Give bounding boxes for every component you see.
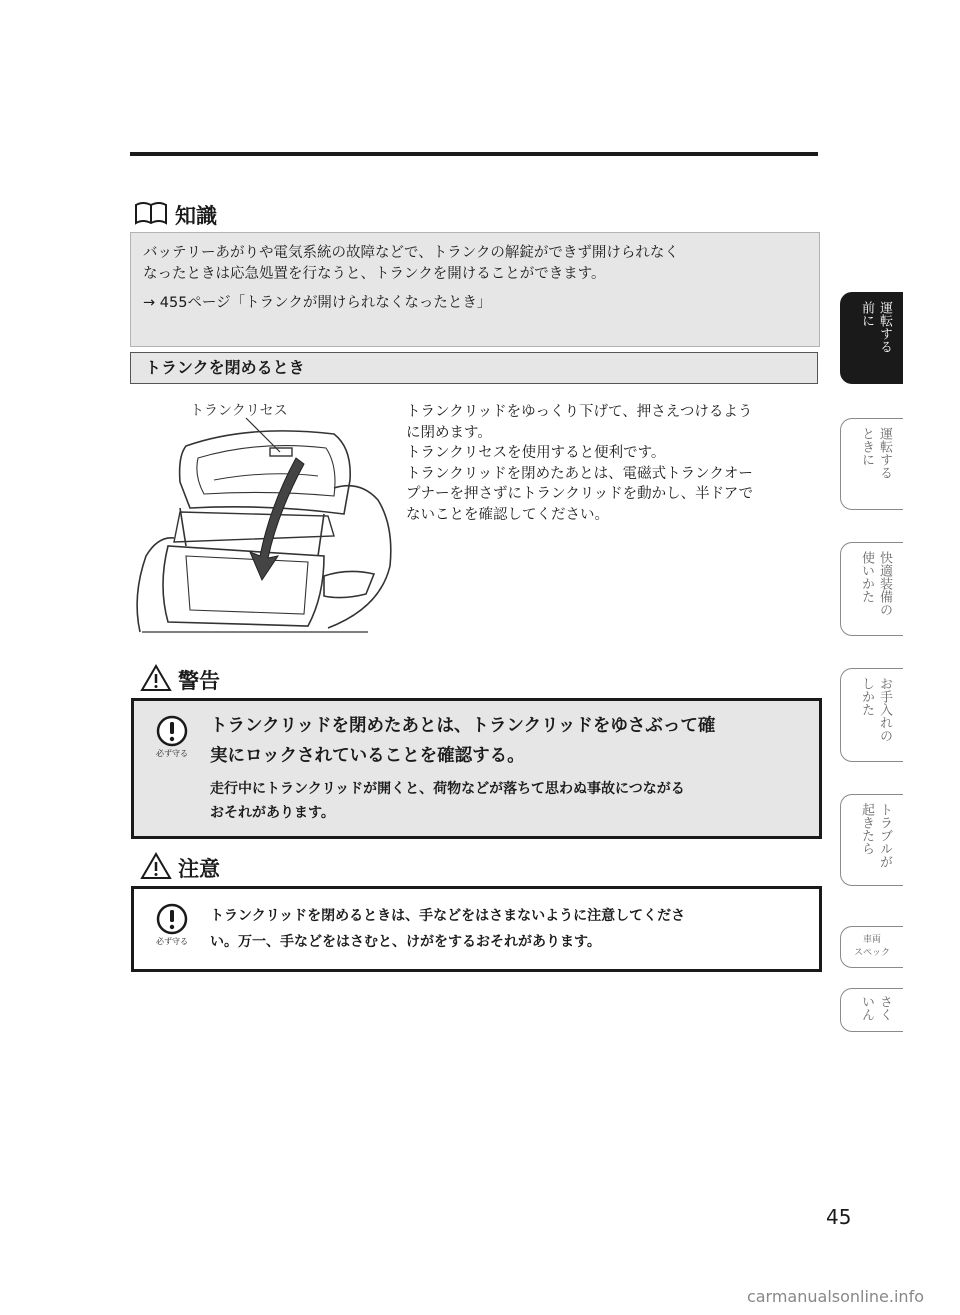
- body-line: トランクリセスを使用すると便利です。: [406, 445, 666, 461]
- must-follow-caption: 必ず守る: [156, 937, 188, 946]
- caution-triangle-icon: [140, 852, 172, 884]
- tab-troubleshooting[interactable]: [840, 794, 903, 886]
- caution-line: い。万一、手などをはさむと、けがをするおそれがあります。: [210, 934, 601, 950]
- tab-label: 運転する: [877, 301, 892, 353]
- warning-detail-line: 走行中にトランクリッドが開くと、荷物などが落ちて思わぬ事故につながる: [210, 781, 685, 797]
- tab-label: 前に: [859, 301, 874, 327]
- warning-detail-line: おそれがあります。: [210, 805, 335, 821]
- body-line: ないことを確認してください。: [406, 506, 609, 523]
- tab-comfort-equipment[interactable]: [840, 542, 903, 636]
- tab-label: 運転する: [877, 427, 892, 479]
- warning-detail-text: [210, 777, 810, 825]
- book-icon: [133, 200, 169, 230]
- footer-watermark: [0, 1287, 960, 1306]
- exclamation-circle-icon: [156, 715, 188, 747]
- knowledge-text-line: なったときは応急処置を行なうと、トランクを開けることができます。: [143, 266, 606, 282]
- top-rule: [130, 152, 818, 156]
- knowledge-text-line: バッテリーあがりや電気系統の故障などで、トランクの解錠ができず開けられなく: [143, 245, 679, 261]
- exclamation-circle-icon: [156, 903, 188, 935]
- warning-main-text: [210, 711, 810, 771]
- body-line: に閉めます。: [406, 424, 492, 441]
- warning-box: [131, 698, 822, 839]
- tab-vehicle-specs[interactable]: [840, 926, 903, 968]
- warning-triangle-icon: [140, 664, 172, 696]
- footer-text: carmanualsonline.info: [746, 1287, 924, 1306]
- tab-before-driving[interactable]: [840, 292, 903, 384]
- tab-label: 車両: [862, 935, 881, 945]
- tab-label: ときに: [859, 427, 874, 466]
- must-follow-caption: 必ず守る: [156, 749, 188, 758]
- knowledge-page-reference[interactable]: → 455ページ「トランクが開けられなくなったとき」: [143, 295, 492, 311]
- tab-label: お手入れの: [877, 677, 892, 742]
- trunk-recess-callout: トランクリセス: [190, 403, 288, 419]
- tab-label: 使いかた: [859, 551, 874, 603]
- must-follow-badge: [150, 715, 194, 759]
- body-line: プナーを押さずにトランクリッドを動かし、半ドアで: [406, 486, 754, 502]
- tab-label: さく: [877, 995, 892, 1021]
- caution-line: トランクリッドを閉めるときは、手などをはさまないように注意してくださ: [210, 908, 686, 924]
- tab-label: 快適装備の: [877, 551, 892, 616]
- trunk-illustration: [128, 396, 400, 648]
- tab-while-driving[interactable]: [840, 418, 903, 510]
- tab-label: トラブルが: [877, 803, 892, 868]
- must-follow-badge: [150, 903, 194, 947]
- knowledge-title: 知識: [175, 204, 217, 228]
- warning-label: 警告: [178, 669, 220, 693]
- knowledge-heading: [133, 198, 217, 232]
- warning-heading: [140, 664, 220, 696]
- body-line: トランクリッドをゆっくり下げて、押さえつけるよう: [406, 404, 753, 420]
- body-line: トランクリッドを閉めたあとは、電磁式トランクオー: [406, 465, 753, 482]
- tab-label: いん: [859, 995, 874, 1021]
- caution-label: 注意: [178, 857, 220, 881]
- tab-label: スペック: [853, 948, 890, 958]
- warning-main-line: トランクリッドを閉めたあとは、トランクリッドをゆさぶって確: [210, 716, 716, 736]
- knowledge-box: [130, 232, 820, 347]
- tab-index[interactable]: [840, 988, 903, 1032]
- page-number: 45: [826, 1205, 852, 1229]
- caution-heading: [140, 852, 220, 884]
- closing-instructions: [406, 402, 818, 525]
- caution-text: [210, 903, 810, 955]
- tab-label: しかた: [859, 677, 874, 716]
- tab-label: 起きたら: [859, 803, 874, 855]
- section-heading: トランクを閉めるとき: [130, 352, 818, 384]
- caution-box: [131, 886, 822, 972]
- tab-maintenance[interactable]: [840, 668, 903, 762]
- warning-main-line: 実にロックされていることを確認する。: [210, 746, 525, 766]
